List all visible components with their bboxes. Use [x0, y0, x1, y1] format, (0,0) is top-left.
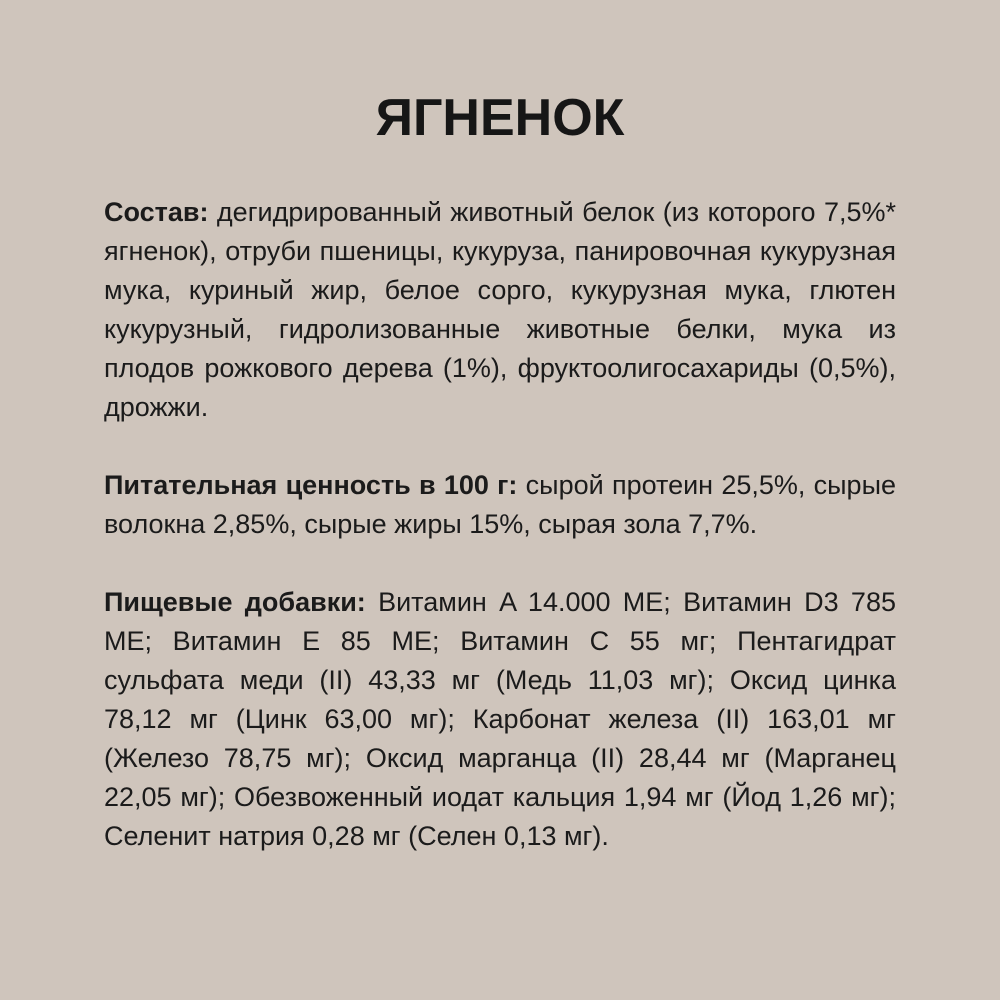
- composition-paragraph: [104, 193, 896, 427]
- composition-text: дегидрированный животный белок (из которого 7,5%* ягненок), отруби пшеницы, кукуруза, панировочная кукурузная мука, куриный жир, белое сорго, кукурузная мука, глютен кукурузный, гидролизованные животные белки, мука из плодов рожкового дерева (1%), фруктоолигосахариды (0,5%), дрожжи.: [104, 197, 896, 422]
- additives-text: Витамин A 14.000 МЕ; Витамин D3 785 МЕ; Витамин E 85 МЕ; Витамин C 55 мг; Пентагидрат сульфата меди (II) 43,33 мг (Медь 11,03 мг); Оксид цинка 78,12 мг (Цинк 63,00 мг); Карбонат железа (II) 163,01 мг (Железо 78,75 мг); Оксид марганца (II) 28,44 мг (Марганец 22,05 мг); Обезвоженный иодат кальция 1,94 мг (Йод 1,26 мг); Селенит натрия 0,28 мг (Селен 0,13 мг).: [104, 587, 896, 851]
- nutrition-label: Питательная ценность в 100 г:: [104, 470, 518, 500]
- nutrition-paragraph: [104, 466, 896, 544]
- additives-label: Пищевые добавки:: [104, 587, 366, 617]
- nutrition-text: сырой протеин 25,5%, сырые волокна 2,85%, сырые жиры 15%, сырая зола 7,7%.: [104, 470, 896, 539]
- additives-paragraph: [104, 583, 896, 856]
- composition-label: Состав:: [104, 197, 209, 227]
- page-title: ЯГНЕНОК: [375, 89, 625, 147]
